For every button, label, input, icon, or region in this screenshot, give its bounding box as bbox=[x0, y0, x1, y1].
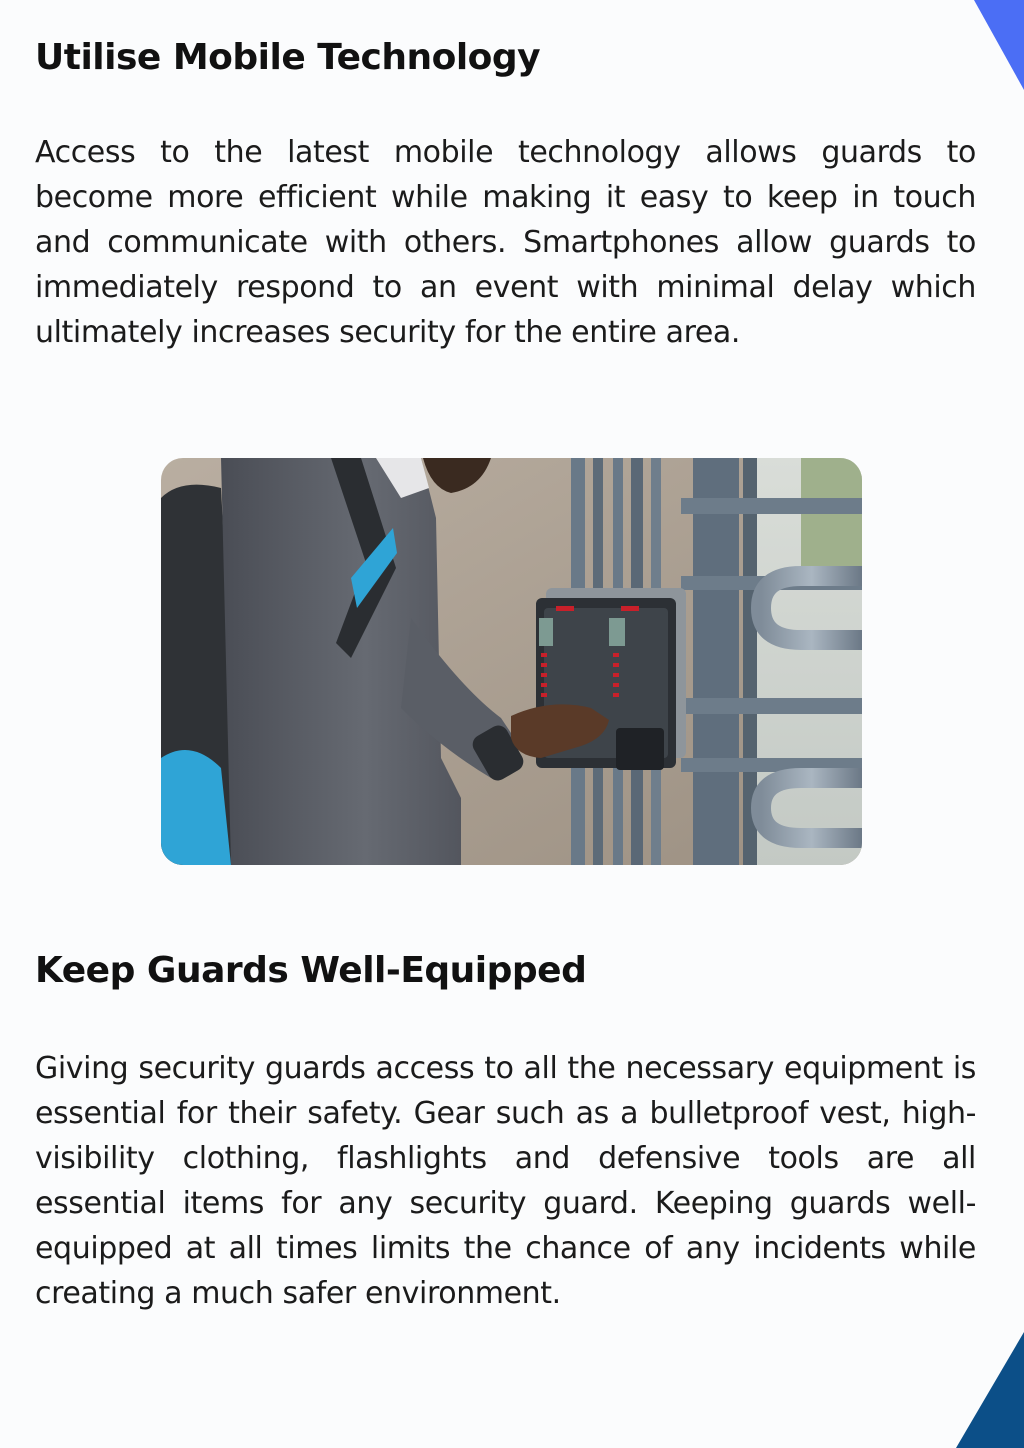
man-using-access-control-terminal-icon bbox=[161, 458, 862, 865]
section-body-mobile-technology: Access to the latest mobile technology allows guards to become more efficient while making it easy to keep in touch and communicate with others. Smartphones allow guards to immediately respond to an event with minimal delay which ultimately increases security for the entire area. bbox=[35, 135, 976, 350]
section-heading-mobile-technology: Utilise Mobile Technology bbox=[35, 37, 541, 78]
access-control-photo bbox=[161, 458, 862, 865]
section-body-well-equipped: Giving security guards access to all the necessary equipment is essential for their safety. Gear such as a bulletproof vest, high-visibility clothing, flashlights and defensive tools are all essential items for any security guard. Keeping guards well-equipped at all times limits the chance of any incidents while creating a much safer environment. bbox=[35, 1051, 976, 1311]
corner-accent-top bbox=[974, 0, 1024, 90]
corner-accent-bottom bbox=[956, 1332, 1024, 1448]
section-heading-well-equipped: Keep Guards Well-Equipped bbox=[35, 950, 587, 991]
